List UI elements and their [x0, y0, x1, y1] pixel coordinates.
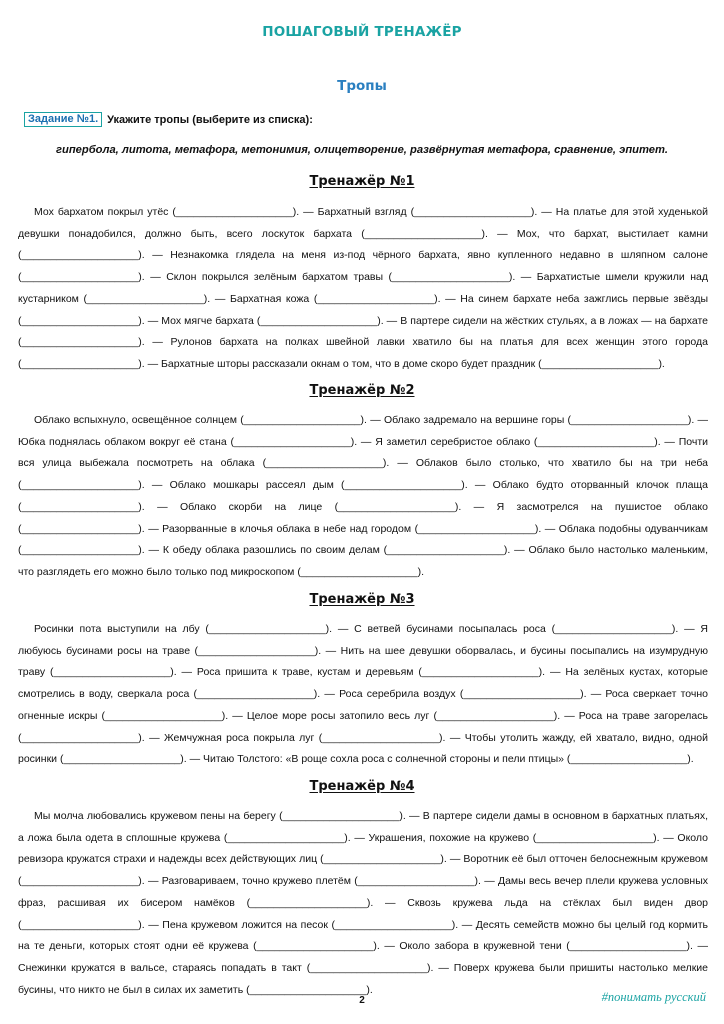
trainer-1-heading: Тренажёр №1	[309, 174, 415, 189]
footer-hashtag: #понимать русский	[601, 990, 706, 1004]
trainer-4-text: Мы молча любовались кружевом пены на берегу (____________________). — В партере сидели дамы в основном в бархатных платьях, а ложа была одета в сплошные кружева (____________________). — Украшения, похожие на кружево (____________________). — Около ревизора кружатся страхи и надежды всех действующих лиц (____________________). — Воротник её был отточен белоснежным кружевом (____________________). — Разговариваем, точно кружево плетём (____________________). — Дамы весь вечер плели кружева условных фраз, расшивая их бисером намёков (____________________). — Сквозь кружева льда на стёклах был виден двор (____________________). — Пена кружевом ложится на песок (____________________). — Десять семейств можно бы целый год кормить на те деньги, которых стоят одни её кружева (____________________). — Около забора в кружевной тени (____________________). — Снежинки кружатся в вальсе, стараясь попадать в такт (____________________). — Поверх кружева были пришиты настолько мелкие бусины, что никто не был в силах их заметить (____________________).	[18, 810, 708, 996]
trainer-3-text: Росинки пота выступили на лбу (____________________). — С ветвей бусинами посыпалась роса (____________________). — Я любуюсь бусинами росы на траве (____________________). — Нить на шее девушки оборвалась, и бусины посыпались на изумрудную траву (____________________). — Роса пришита к траве, кустам и деревьям (____________________). — На зелёных кустах, которые смотрелись в воду, сверкала роса (____________________). — Роса серебрила воздух (____________________). — Роса сверкает точно огненные искры (____________________). — Целое море росы затопило весь луг (____________________). — Роса на траве загорелась (____________________). — Жемчужная роса покрыла луг (____________________). — Чтобы утолить жажду, ей хватало, видно, одной росинки (____________________). — Читаю Толстого: «В роще сохла роса с солнечной стороны и пели птицы» (____________________).	[18, 623, 708, 766]
trainer-1-text: Мох бархатом покрыл утёс (____________________). — Бархатный взгляд (____________________). — На платье для этой худенькой девушки понадобился, должно быть, всего лоскуток бархата (____________________). — Мох, что бархат, выстилает камни (____________________). — Незнакомка глядела на меня из-под чёрного бархата, явно купленного недавно в шляпном салоне (____________________). — Склон покрылся зелёным бархатом травы (____________________). — Бархатистые шмели кружили над кустарником (____________________). — Бархатная кожа (____________________). — На синем бархате неба зажглись первые звёзды (____________________). — Мох мягче бархата (____________________). — В партере сидели на жёстких стульях, а в ложах — на бархате (____________________). — Рулонов бархата на полках швейной лавки хватило бы на платья для всех женщин этого города (____________________). — Бархатные шторы рассказали окнам о том, что в доме скоро будет праздник (____________________).	[18, 206, 708, 370]
terms-list: гипербола, литота, метафора, метонимия, олицетворение, развёрнутая метафора, сравнение, эпитет.	[56, 144, 668, 156]
task-instruction	[24, 112, 313, 127]
trainer-3-heading: Тренажёр №3	[309, 592, 415, 607]
page-number: 2	[359, 995, 365, 1006]
page-title: ПОШАГОВЫЙ ТРЕНАЖЁР	[262, 24, 462, 40]
trainer-2-text: Облако вспыхнуло, освещённое солнцем (____________________). — Облако задремало на вершине горы (____________________). — Юбка поднялась облаком вокруг её стана (____________________). — Я заметил серебристое облако (____________________). — Почти вся улица выбежала посмотреть на облака (____________________). — Облаков было столько, что хватило бы на три неба (____________________). — Облако мошкары рассеял дым (____________________). — Облако будто оторванный клочок плаща (____________________). — Облако скорби на лице (____________________). — Я засмотрелся на пушистое облако (____________________). — Разорванные в клочья облака в небе над городом (____________________). — Облака подобны одуванчикам (____________________). — К обеду облака разошлись по своим делам (____________________). — Облако было настолько маленьким, что разглядеть его можно было только под микроскопом (____________________).	[18, 414, 708, 578]
trainer-4-heading: Тренажёр №4	[309, 779, 415, 794]
section-title: Тропы	[337, 78, 387, 94]
task-label: Задание №1.	[24, 112, 102, 127]
task-text: Укажите тропы (выберите из списка):	[107, 113, 313, 126]
trainer-2-heading: Тренажёр №2	[309, 383, 415, 398]
